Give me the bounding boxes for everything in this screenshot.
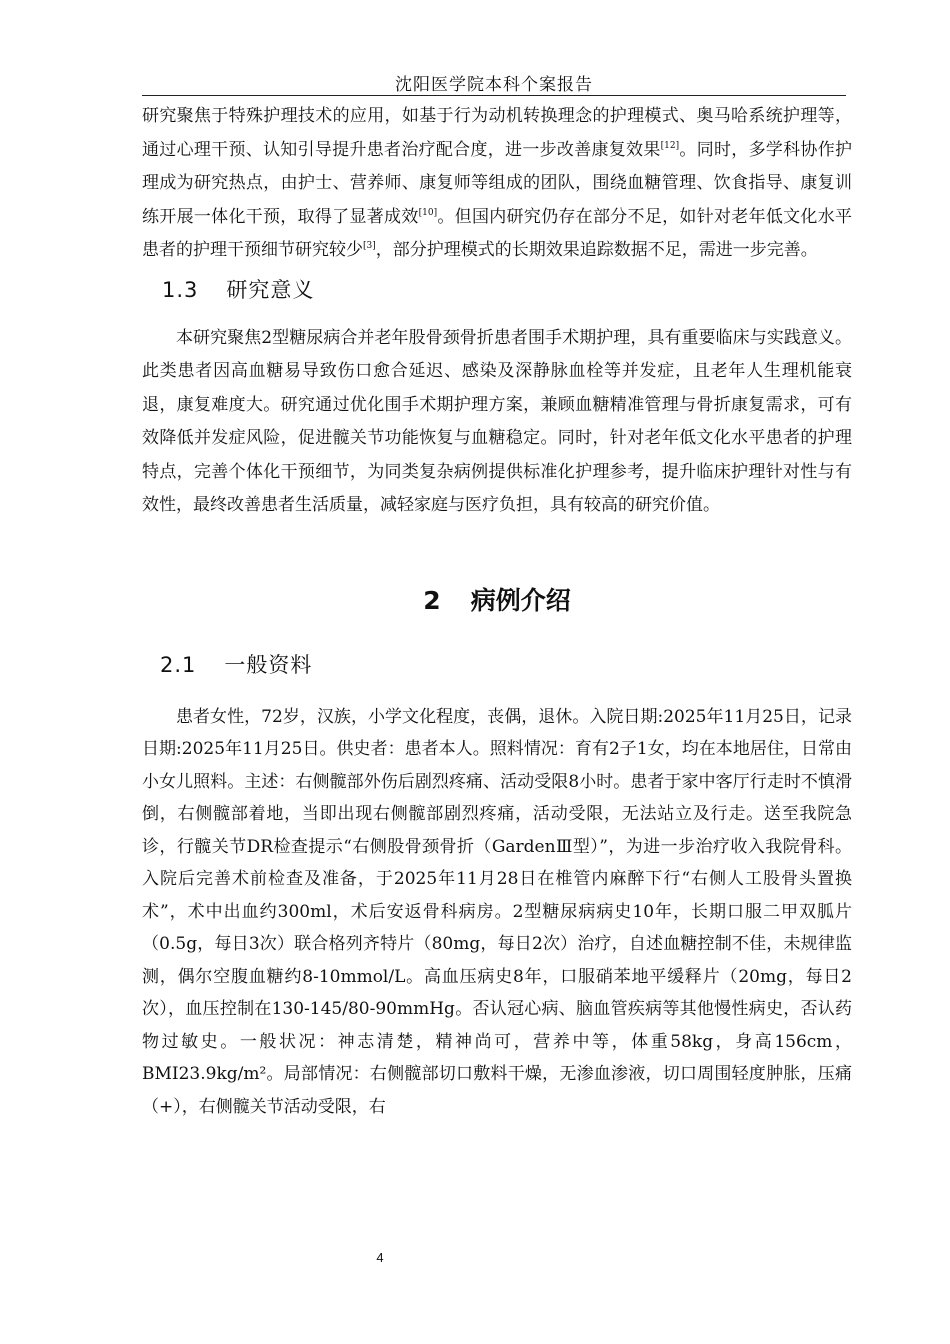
section-number: 2.1 xyxy=(160,652,197,677)
intro-text-2: 。同时，多学科协作护理成为研究热点，由护士、营养师、康复师等组成的团队，围绕血糖管理、饮食指导、康复训练开展一体化干预，取得了显著成效 xyxy=(142,139,853,227)
header-divider xyxy=(142,95,846,96)
intro-text-1: 研究聚焦于特殊护理技术的应用，如基于行为动机转换理念的护理模式、奥马哈系统护理等，通过心理干预、认知引导提升患者治疗配合度，进一步改善康复效果 xyxy=(142,106,852,160)
chapter-number: 2 xyxy=(423,585,441,615)
section-heading-1-3 xyxy=(142,274,852,304)
chapter-heading-2 xyxy=(142,581,852,617)
intro-text-4: ，部分护理模式的长期效果追踪数据不足，需进一步完善。 xyxy=(375,240,818,260)
intro-text-3: 。但国内研究仍存在部分不足，如针对老年低文化水平患者的护理干预细节研究较少 xyxy=(142,206,853,260)
citation-12: [12] xyxy=(660,140,680,151)
general-info-paragraph: 患者女性，72岁，汉族，小学文化程度，丧偶，退休。入院日期:2025年11月25日，记录日期:2025年11月25日。供史者：患者本人。照料情况：育有2子1女，均在本地居住，日常由小女儿照料。主述：右侧髋部外伤后剧烈疼痛、活动受限8小时。患者于家中客厅行走时不慎滑倒，右侧髋部着地，当即出现右侧髋部剧烈疼痛，活动受限，无法站立及行走。送至我院急诊，行髋关节DR检查提示“右侧股骨颈骨折（GardenⅢ型）”，为进一步治疗收入我院骨科。入院后完善术前检查及准备，于2025年11月28日在椎管内麻醉下行“右侧人工股骨头置换术”，术中出血约300ml，术后安返骨科病房。2型糖尿病病史10年，长期口服二甲双胍片（0.5g，每日3次）联合格列齐特片（80mg，每日2次）治疗，自述血糖控制不佳，未规律监测，偶尔空腹血糖约8-10mmol/L。高血压病史8年，口服硝苯地平缓释片（20mg，每日2次），血压控制在130-145/80-90mmHg。否认冠心病、脑血管疾病等其他慢性病史，否认药物过敏史。一般状况：神志清楚，精神尚可，营养中等，体重58kg，身高156cm，BMI23.9kg/m²。局部情况：右侧髋部切口敷料干燥，无渗血渗液，切口周围轻度肿胀，压痛（+），右侧髋关节活动受限，右 xyxy=(142,706,852,1117)
significance-paragraph: 本研究聚焦2型糖尿病合并老年股骨颈骨折患者围手术期护理，具有重要临床与实践意义。此类患者因高血糖易导致伤口愈合延迟、感染及深静脉血栓等并发症，且老年人生理机能衰退，康复难度大。研究通过优化围手术期护理方案，兼顾血糖精准管理与骨折康复需求，可有效降低并发症风险，促进髋关节功能恢复与血糖稳定。同时，针对老年低文化水平患者的护理特点，完善个体化干预细节，为同类复杂病例提供标准化护理参考，提升临床护理针对性与有效性，最终改善患者生活质量，减轻家庭与医疗负担，具有较高的研究价值。 xyxy=(142,327,852,515)
citation-3: [3] xyxy=(363,241,376,251)
running-header: 沈阳医学院本科个案报告 xyxy=(395,75,593,95)
section-heading-2-1 xyxy=(142,649,852,679)
section-title: 一般资料 xyxy=(224,652,313,677)
intro-paragraph xyxy=(142,100,852,268)
citation-10: [10] xyxy=(418,207,438,218)
page-content xyxy=(142,100,852,1123)
page-number: 4 xyxy=(376,1250,384,1265)
section-number: 1.3 xyxy=(162,277,199,302)
chapter-title: 病例介绍 xyxy=(470,585,571,615)
section-title: 研究意义 xyxy=(226,277,315,302)
